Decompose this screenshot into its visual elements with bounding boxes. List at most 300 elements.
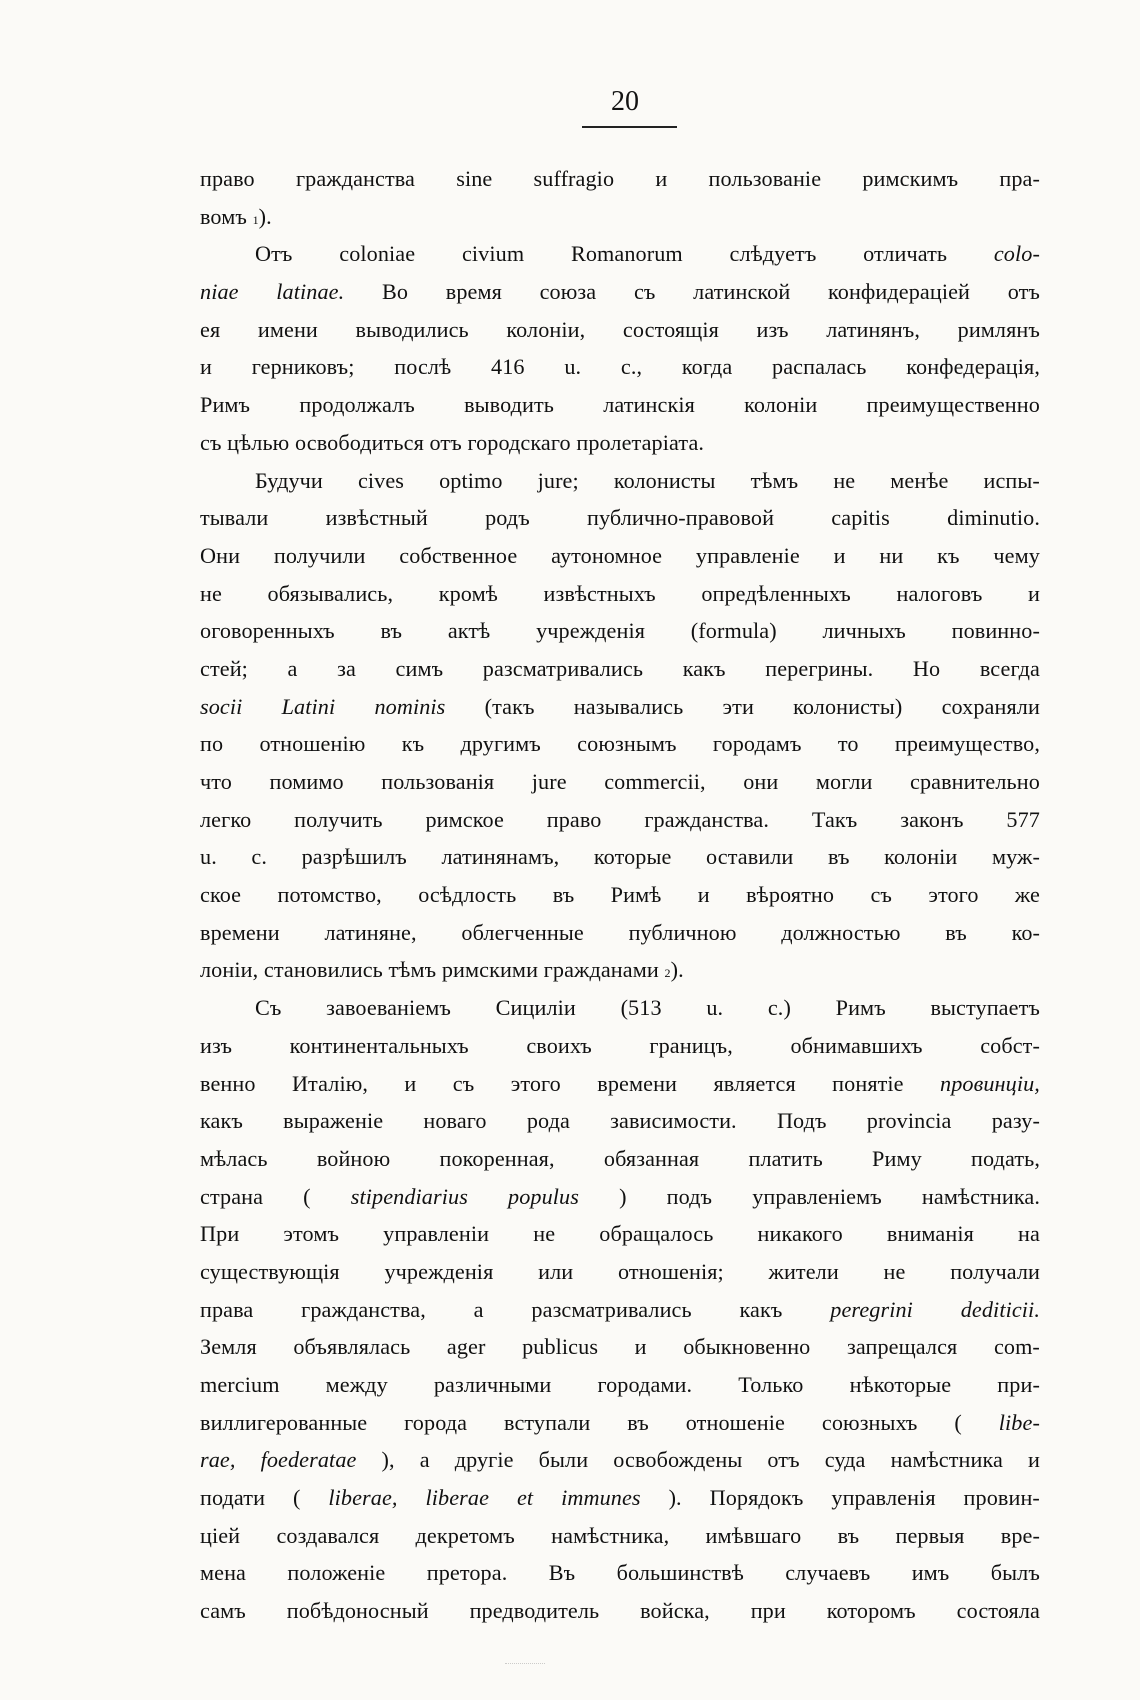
italic-word: peregrini (830, 1296, 913, 1322)
word: и (634, 1334, 647, 1360)
word: и (1028, 1447, 1040, 1473)
word: другимъ (460, 731, 541, 757)
word: ( (292, 1485, 301, 1511)
word: былъ (990, 1560, 1040, 1586)
word: налоговъ (896, 580, 983, 606)
word: Romanorum (570, 241, 683, 267)
word: потомство, (277, 882, 382, 908)
word: актѣ (447, 618, 491, 644)
text-span: съ цѣлью освободиться отъ городскаго пролетаріата. (200, 429, 705, 455)
word: учрежденія (384, 1258, 494, 1284)
word: вѣроятно (746, 882, 835, 908)
word: границъ, (649, 1032, 733, 1058)
word: ( (954, 1409, 962, 1435)
word: времени (200, 919, 280, 945)
word: не (833, 467, 856, 493)
word: Они (200, 542, 241, 568)
word: ( (303, 1183, 311, 1209)
italic-word: latinae. (276, 279, 345, 305)
word: повинно- (951, 618, 1040, 644)
italic-word: colo- (993, 241, 1040, 267)
italic-word: liberae (425, 1485, 490, 1511)
word: герниковъ; (251, 354, 355, 380)
word: suffragio (533, 166, 615, 191)
word: могли (815, 769, 873, 794)
text-line (200, 1102, 1040, 1140)
word: завоеваніемъ (326, 995, 451, 1021)
word: колоніи (884, 844, 958, 870)
text-line (200, 1479, 1040, 1517)
word: вступали (504, 1409, 591, 1435)
word: мена (200, 1560, 247, 1586)
word: какъ (200, 1108, 243, 1134)
word: выступаетъ (930, 995, 1040, 1021)
word: не (200, 580, 222, 606)
text-line (200, 160, 1040, 198)
word: подать, (971, 1145, 1040, 1171)
word: извѣстныхъ (543, 580, 656, 606)
word: civium (461, 241, 525, 267)
word: Земля (200, 1334, 257, 1360)
word: вниманія (886, 1221, 974, 1247)
word: u. (706, 995, 724, 1021)
word: и (697, 882, 710, 908)
word: стей; (200, 655, 248, 681)
text-line (200, 688, 1040, 726)
word: облегченные (461, 919, 584, 945)
text-line (200, 1441, 1040, 1479)
word: мѣлась (200, 1145, 268, 1171)
word: латинской (693, 279, 791, 305)
word: пра- (999, 166, 1040, 191)
word: самъ (200, 1598, 246, 1624)
text-line (200, 1215, 1040, 1253)
italic-word: immunes (561, 1485, 641, 1511)
word: Италію, (291, 1070, 369, 1096)
word: какъ (739, 1296, 783, 1322)
word: собственное (399, 542, 518, 568)
word: право (200, 166, 255, 191)
text-line (200, 989, 1040, 1027)
text-line (200, 1554, 1040, 1592)
word: или (538, 1258, 574, 1284)
text-line (200, 1404, 1040, 1442)
text-line (200, 612, 1040, 650)
word: за (337, 655, 356, 681)
word: capitis (831, 505, 890, 531)
word: (513 (620, 995, 662, 1021)
word: имъ (911, 1560, 950, 1586)
word: менѣе (890, 467, 949, 493)
word: права (200, 1296, 254, 1322)
word: coloniae (339, 241, 416, 267)
word: претора. (426, 1560, 508, 1586)
word: распалась (772, 354, 867, 380)
word: первыя (895, 1522, 965, 1548)
word: пользованія (381, 769, 495, 794)
word: получали (950, 1258, 1040, 1284)
word: diminutio. (947, 505, 1040, 531)
text-line (200, 1178, 1040, 1216)
word: страна (200, 1183, 264, 1209)
word: а (419, 1447, 430, 1473)
text-line (200, 575, 1040, 613)
word: симъ (395, 655, 444, 681)
word: ціей (200, 1522, 241, 1548)
word: ни (879, 542, 904, 568)
word: является (713, 1070, 796, 1096)
word: обыкновенно (683, 1334, 811, 1360)
word: и (200, 354, 212, 380)
word: то (837, 731, 859, 757)
word: конфидераціей (828, 279, 971, 305)
word: ager (446, 1334, 486, 1360)
word: осѣдлость (418, 882, 517, 908)
word: а (473, 1296, 484, 1322)
word: къ (401, 731, 425, 757)
word: большинствѣ (616, 1560, 744, 1586)
word: ) (619, 1183, 627, 1209)
text-line (200, 1253, 1040, 1291)
text-line (200, 424, 1040, 462)
word: съ (452, 1070, 475, 1096)
text-line (200, 838, 1040, 876)
word: города (404, 1409, 468, 1435)
word: обязанная (603, 1145, 700, 1171)
word: виллигерованные (200, 1409, 368, 1435)
word: послѣ (394, 354, 452, 380)
word: Такъ (811, 806, 858, 832)
word: c.) (767, 995, 791, 1021)
text-line (200, 1027, 1040, 1065)
word: ), (381, 1447, 395, 1473)
word: подъ (666, 1183, 713, 1209)
word: никакого (757, 1221, 843, 1247)
word: жители (768, 1258, 839, 1284)
word: Риму (872, 1145, 922, 1171)
italic-word: stipendiarius (350, 1183, 468, 1209)
text-line: лоніи, становились тѣмъ римскими гражданами 2 ). (200, 951, 1040, 989)
word: этомъ (283, 1221, 340, 1247)
word: что (200, 769, 232, 794)
word: получить (294, 806, 383, 832)
italic-word: socii (200, 693, 243, 719)
word: были (538, 1447, 589, 1473)
text-line (200, 348, 1040, 386)
word: родъ (485, 505, 530, 531)
word: опредѣленныхъ (701, 580, 851, 606)
word: разсматривались (531, 1296, 692, 1322)
text-line (200, 725, 1040, 763)
word: которомъ (826, 1598, 916, 1624)
text-line (200, 499, 1040, 537)
text-span: лоніи, становились тѣмъ римскими гражданами (200, 957, 665, 983)
word: намѣстника, (551, 1522, 670, 1548)
text-line (200, 914, 1040, 952)
italic-word: Latini (281, 693, 336, 719)
word: тѣмъ (750, 467, 799, 493)
word: sine (456, 166, 493, 191)
word: разу- (991, 1108, 1040, 1134)
text-line (200, 537, 1040, 575)
text-line (200, 235, 1040, 273)
word: гражданства, (301, 1296, 426, 1322)
text-line (200, 311, 1040, 349)
word: суда (824, 1447, 866, 1473)
word: выводить (464, 392, 555, 418)
word: 416 (491, 354, 525, 380)
word: Римъ (835, 995, 886, 1021)
word: побѣдоносный (286, 1598, 429, 1624)
word: Порядокъ (709, 1485, 804, 1511)
word: Будучи (255, 467, 323, 493)
word: латинянъ, (826, 316, 920, 342)
text-span: ). (258, 203, 272, 229)
italic-word: провинціи, (940, 1070, 1040, 1096)
word: разсматривались (482, 655, 644, 681)
body-text (200, 160, 1040, 1630)
word: отношеніе (685, 1409, 785, 1435)
text-line (200, 763, 1040, 801)
text-line (200, 386, 1040, 424)
word: изъ (200, 1032, 233, 1058)
text-span: вомъ (200, 203, 253, 229)
word: и (833, 542, 846, 568)
text-line: вомъ 1 ). (200, 198, 1040, 236)
word: ское (200, 882, 242, 908)
word: Отъ (255, 241, 293, 267)
word: латинскія (603, 392, 695, 418)
word: publicus (522, 1334, 599, 1360)
word: къ (937, 542, 960, 568)
word: извѣстный (325, 505, 428, 531)
word: оставили (706, 844, 794, 870)
word: платить (748, 1145, 823, 1171)
text-line (200, 1366, 1040, 1404)
word: учрежденія (536, 618, 646, 644)
word: публичною (628, 919, 737, 945)
word: и (655, 166, 668, 191)
word: mercium (200, 1372, 280, 1397)
word: имѣвшаго (705, 1522, 802, 1548)
word: съ (870, 882, 892, 908)
word: колоніи, (506, 316, 586, 342)
word: имени (257, 316, 318, 342)
italic-word: populus (508, 1183, 579, 1209)
word: 577 (1006, 806, 1040, 832)
word: управленія (831, 1485, 936, 1511)
word: время (445, 279, 502, 305)
word: Но (912, 655, 941, 681)
text-line (200, 1328, 1040, 1366)
word: ). (668, 1485, 682, 1511)
word: изъ (756, 316, 789, 342)
word: зависимости. (610, 1108, 737, 1134)
word: отъ (1007, 279, 1040, 305)
text-line (200, 650, 1040, 688)
word: гражданства. (644, 806, 770, 832)
text-span: ). (670, 957, 684, 983)
text-line (200, 876, 1040, 914)
word: законъ (900, 806, 964, 832)
word: собст- (980, 1032, 1040, 1058)
word: не (883, 1258, 906, 1284)
text-line (200, 801, 1040, 839)
word: (formula) (690, 618, 777, 644)
scan-artifact (505, 1663, 545, 1666)
word: при- (997, 1372, 1040, 1397)
word: личныхъ (822, 618, 906, 644)
word: отношенія; (617, 1258, 724, 1284)
word: въ (945, 919, 967, 945)
word: новаго (423, 1108, 487, 1134)
word: создавался (276, 1522, 380, 1548)
word: конфедерація, (906, 354, 1040, 380)
word: Подъ (776, 1108, 827, 1134)
text-line (200, 1065, 1040, 1103)
page-number: 20 (611, 86, 639, 117)
word: Съ (255, 995, 282, 1021)
word: венно (200, 1070, 256, 1096)
italic-word: liberae, (328, 1485, 398, 1511)
word: обращалось (599, 1221, 714, 1247)
word: чему (993, 542, 1040, 568)
word: гражданства (295, 166, 415, 191)
word: римское (425, 806, 504, 832)
page-number-rule (582, 126, 677, 128)
word: вре- (1000, 1522, 1040, 1548)
word: управленіи (383, 1221, 490, 1247)
word: намѣстника. (921, 1183, 1040, 1209)
word: При (200, 1221, 240, 1247)
word: кромѣ (438, 580, 498, 606)
word: войною (316, 1145, 391, 1171)
word: въ (627, 1409, 649, 1435)
word: намѣстника (890, 1447, 1003, 1473)
word: c. (251, 844, 268, 870)
word: c., (620, 354, 643, 380)
word: слѣдуетъ (729, 241, 817, 267)
word: нѣкоторые (849, 1372, 952, 1397)
word: городами. (597, 1372, 693, 1397)
word: тывали (200, 505, 269, 531)
word: получили (273, 542, 366, 568)
italic-word: foederatae (260, 1447, 357, 1473)
word: латинянамъ, (441, 844, 560, 870)
word: отличать (863, 241, 948, 267)
word: состоящія (622, 316, 719, 342)
word: этого (510, 1070, 561, 1096)
word: какъ (682, 655, 726, 681)
word: продолжалъ (299, 392, 415, 418)
text-line (200, 273, 1040, 311)
italic-word: libe- (998, 1409, 1040, 1435)
word: сравнительно (910, 769, 1040, 794)
word: пользованіе (708, 166, 822, 191)
italic-word: rae, (200, 1447, 236, 1473)
word: optimo (439, 467, 503, 493)
word: перегрины. (765, 655, 874, 681)
word: положеніе (287, 1560, 386, 1586)
word: союзнымъ (577, 731, 677, 757)
word: оговоренныхъ (200, 618, 335, 644)
word: рода (526, 1108, 570, 1134)
word: выводились (355, 316, 469, 342)
word: они (743, 769, 779, 794)
word: на (1018, 1221, 1040, 1247)
word: континентальныхъ (289, 1032, 469, 1058)
word: отношенію (259, 731, 366, 757)
word: (такъ (484, 693, 535, 719)
word: городамъ (712, 731, 802, 757)
italic-word: dediticii. (960, 1296, 1040, 1322)
word: не (533, 1221, 556, 1247)
word: объявлялась (293, 1334, 411, 1360)
word: въ (837, 1522, 860, 1548)
word: u. (564, 354, 582, 380)
word: эти (722, 693, 754, 719)
word: обязывались, (267, 580, 394, 606)
word: Въ (548, 1560, 576, 1586)
word: cives (357, 467, 405, 493)
word: разрѣшилъ (301, 844, 407, 870)
word: обнимавшихъ (790, 1032, 923, 1058)
word: другіе (454, 1447, 514, 1473)
word: колоніи (744, 392, 818, 418)
italic-word: nominis (374, 693, 446, 719)
word: муж- (991, 844, 1040, 870)
word: Сициліи (495, 995, 576, 1021)
word: запрещался (846, 1334, 958, 1360)
word: же (1014, 882, 1040, 908)
word: римлянъ (957, 316, 1040, 342)
word: случаевъ (785, 1560, 871, 1586)
word: войска, (640, 1598, 710, 1624)
word: когда (681, 354, 733, 380)
word: публично-правовой (586, 505, 775, 531)
word: римскимъ (862, 166, 959, 191)
word: по (200, 731, 224, 757)
word: Римъ (200, 392, 251, 418)
word: въ (827, 844, 850, 870)
word: а (287, 655, 298, 681)
word: и (404, 1070, 417, 1096)
word: преимущественно (866, 392, 1040, 418)
word: провин- (963, 1485, 1040, 1511)
text-line (200, 1291, 1040, 1329)
word: между (325, 1372, 388, 1397)
word: jure (531, 769, 567, 794)
word: легко (200, 806, 252, 832)
word: которые (593, 844, 672, 870)
italic-word: et (516, 1485, 534, 1511)
word: помимо (269, 769, 344, 794)
word: колонисты (613, 467, 716, 493)
text-line (200, 1592, 1040, 1630)
word: com- (993, 1334, 1040, 1360)
word: существующія (200, 1258, 340, 1284)
word: управленіемъ (752, 1183, 882, 1209)
word: аутономное (551, 542, 663, 568)
word: Во (381, 279, 409, 305)
word: при (750, 1598, 786, 1624)
word: своихъ (526, 1032, 592, 1058)
word: должностью (781, 919, 901, 945)
word: латиняне, (324, 919, 417, 945)
word: состояла (956, 1598, 1040, 1624)
word: назывались (573, 693, 684, 719)
word: покоренная, (439, 1145, 555, 1171)
